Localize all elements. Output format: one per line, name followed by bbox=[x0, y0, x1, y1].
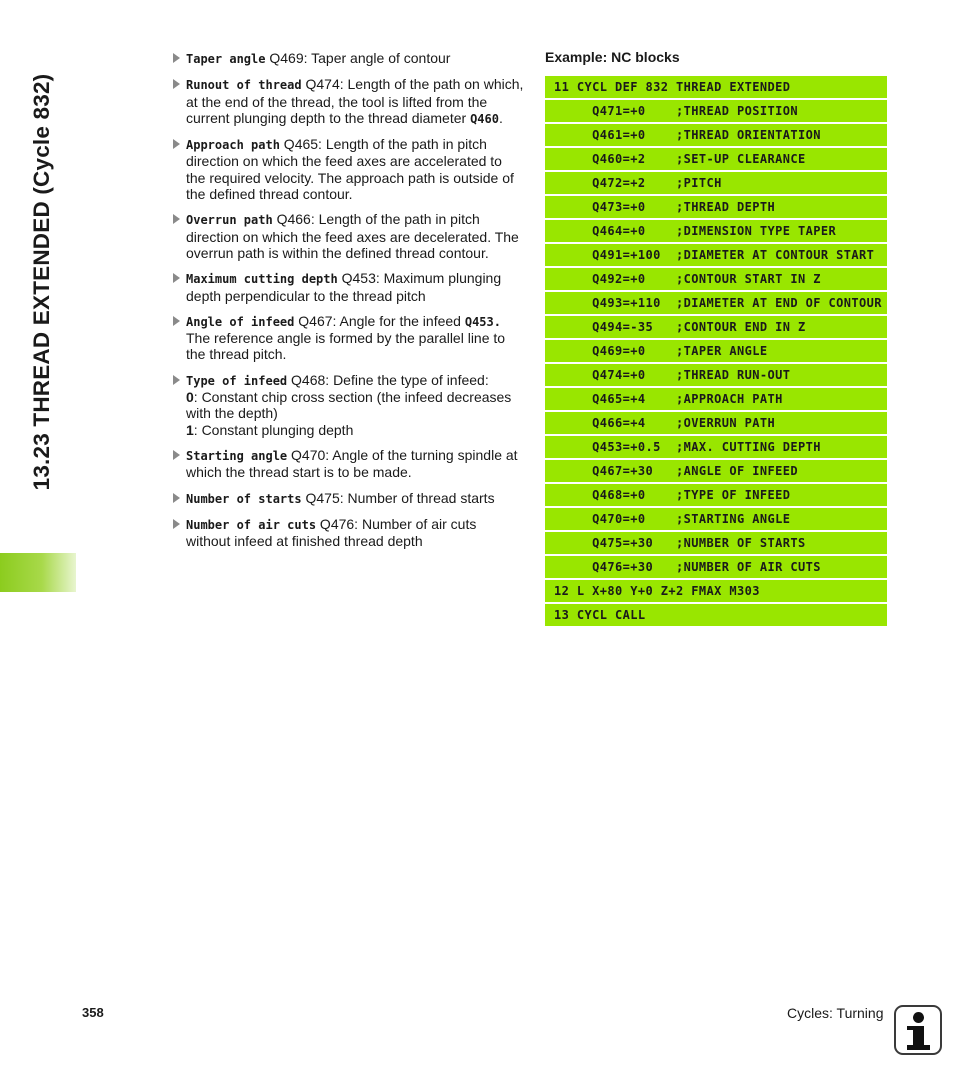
option-key: 0 bbox=[186, 389, 194, 406]
section-title-vertical bbox=[0, 0, 75, 560]
param-ref: Q453. bbox=[464, 314, 501, 329]
param-desc: Q470: Angle of the turning spindle at which the thread start is to be made. bbox=[186, 446, 518, 481]
param-desc: Q453: Maximum plunging depth perpendicular to the thread pitch bbox=[186, 270, 502, 304]
bullet-triangle-icon bbox=[173, 450, 180, 460]
param-desc-tail: . bbox=[498, 109, 503, 126]
bullet-triangle-icon bbox=[173, 53, 180, 63]
param-name: Overrun path bbox=[186, 213, 273, 228]
bullet-triangle-icon bbox=[173, 519, 180, 529]
param-desc: Q474: Length of the path on which, at the end of the thread, the tool is lifted from the current plunging depth to the thread diameter bbox=[186, 76, 524, 126]
page-number: 358 bbox=[82, 1005, 104, 1020]
nc-program-block-list bbox=[545, 76, 887, 628]
nc-block-line: Q453=+0.5 ;MAX. CUTTING DEPTH bbox=[545, 436, 887, 458]
param-name: Taper angle bbox=[186, 52, 266, 66]
nc-block-line: Q475=+30 ;NUMBER OF STARTS bbox=[545, 532, 887, 554]
chapter-tab-marker bbox=[0, 553, 76, 592]
nc-block-line: Q468=+0 ;TYPE OF INFEED bbox=[545, 484, 887, 506]
nc-block-line: Q461=+0 ;THREAD ORIENTATION bbox=[545, 124, 887, 146]
nc-block-line: Q464=+0 ;DIMENSION TYPE TAPER bbox=[545, 220, 887, 242]
info-icon bbox=[894, 1005, 942, 1055]
param-name: Angle of infeed bbox=[186, 314, 295, 329]
option-text: : Constant chip cross section (the infeed decreases with the depth) bbox=[186, 389, 512, 422]
bullet-triangle-icon bbox=[173, 273, 180, 283]
nc-block-line: Q472=+2 ;PITCH bbox=[545, 172, 887, 194]
nc-block-line: Q492=+0 ;CONTOUR START IN Z bbox=[545, 268, 887, 290]
nc-block-line: Q494=-35 ;CONTOUR END IN Z bbox=[545, 316, 887, 338]
parameter-list bbox=[172, 50, 524, 549]
param-number-of-air-cuts bbox=[172, 516, 524, 550]
param-desc: Q475: Number of thread starts bbox=[301, 489, 495, 506]
footer-chapter-label: Cycles: Turning bbox=[787, 1005, 884, 1021]
param-desc: Q469: Taper angle of contour bbox=[265, 50, 451, 66]
param-desc: Q468: Define the type of infeed: bbox=[287, 371, 489, 388]
param-angle-of-infeed bbox=[172, 313, 524, 363]
nc-block-line: Q476=+30 ;NUMBER OF AIR CUTS bbox=[545, 556, 887, 578]
param-desc: Q476: Number of air cuts without infeed at finished thread depth bbox=[186, 515, 477, 550]
section-title: 13.23 THREAD EXTENDED (Cycle 832) bbox=[29, 73, 54, 491]
nc-block-line: Q469=+0 ;TAPER ANGLE bbox=[545, 340, 887, 362]
param-type-of-infeed bbox=[172, 372, 524, 438]
param-name: Maximum cutting depth bbox=[186, 272, 338, 287]
param-desc: Q465: Length of the path in pitch direction on which the feed axes are accelerated to the required velocity. The approach path is outside of the defined thread contour. bbox=[186, 136, 514, 203]
nc-block-line: 12 L X+80 Y+0 Z+2 FMAX M303 bbox=[545, 580, 887, 602]
option-key: 1 bbox=[186, 421, 194, 438]
param-starting-angle bbox=[172, 447, 524, 481]
param-name: Runout of thread bbox=[186, 78, 302, 93]
param-maximum-cutting-depth bbox=[172, 270, 524, 304]
param-desc: Q466: Length of the path in pitch direction on which the feed axes are decelerated. The overrun path is within the defined thread contour. bbox=[186, 211, 519, 261]
nc-block-line: 11 CYCL DEF 832 THREAD EXTENDED bbox=[545, 76, 887, 98]
bullet-triangle-icon bbox=[173, 316, 180, 326]
nc-block-line: Q474=+0 ;THREAD RUN-OUT bbox=[545, 364, 887, 386]
param-runout-of-thread bbox=[172, 76, 524, 127]
nc-block-line: Q471=+0 ;THREAD POSITION bbox=[545, 100, 887, 122]
param-approach-path bbox=[172, 136, 524, 202]
nc-block-line: Q493=+110 ;DIAMETER AT END OF CONTOUR bbox=[545, 292, 887, 314]
nc-block-line: Q466=+4 ;OVERRUN PATH bbox=[545, 412, 887, 434]
bullet-triangle-icon bbox=[173, 375, 180, 385]
param-name: Number of starts bbox=[186, 491, 302, 506]
nc-block-line: 13 CYCL CALL bbox=[545, 604, 887, 626]
param-desc: Q467: Angle for the infeed bbox=[294, 312, 465, 329]
param-desc-tail: The reference angle is formed by the parallel line to the thread pitch. bbox=[186, 330, 506, 363]
nc-block-line: Q467=+30 ;ANGLE OF INFEED bbox=[545, 460, 887, 482]
param-taper-angle bbox=[172, 50, 524, 67]
param-overrun-path bbox=[172, 211, 524, 261]
bullet-triangle-icon bbox=[173, 493, 180, 503]
param-number-of-starts bbox=[172, 490, 524, 507]
param-name: Type of infeed bbox=[186, 373, 288, 388]
nc-block-line: Q491=+100 ;DIAMETER AT CONTOUR START bbox=[545, 244, 887, 266]
option-text: : Constant plunging depth bbox=[193, 421, 354, 438]
example-heading: Example: NC blocks bbox=[545, 49, 680, 65]
nc-block-line: Q460=+2 ;SET-UP CLEARANCE bbox=[545, 148, 887, 170]
param-ref: Q460 bbox=[470, 111, 499, 126]
param-name: Approach path bbox=[186, 138, 280, 153]
bullet-triangle-icon bbox=[173, 214, 180, 224]
bullet-triangle-icon bbox=[173, 139, 180, 149]
param-name: Starting angle bbox=[186, 448, 288, 463]
bullet-triangle-icon bbox=[173, 79, 180, 89]
nc-block-line: Q473=+0 ;THREAD DEPTH bbox=[545, 196, 887, 218]
param-name: Number of air cuts bbox=[186, 517, 317, 532]
nc-block-line: Q465=+4 ;APPROACH PATH bbox=[545, 388, 887, 410]
nc-block-line: Q470=+0 ;STARTING ANGLE bbox=[545, 508, 887, 530]
